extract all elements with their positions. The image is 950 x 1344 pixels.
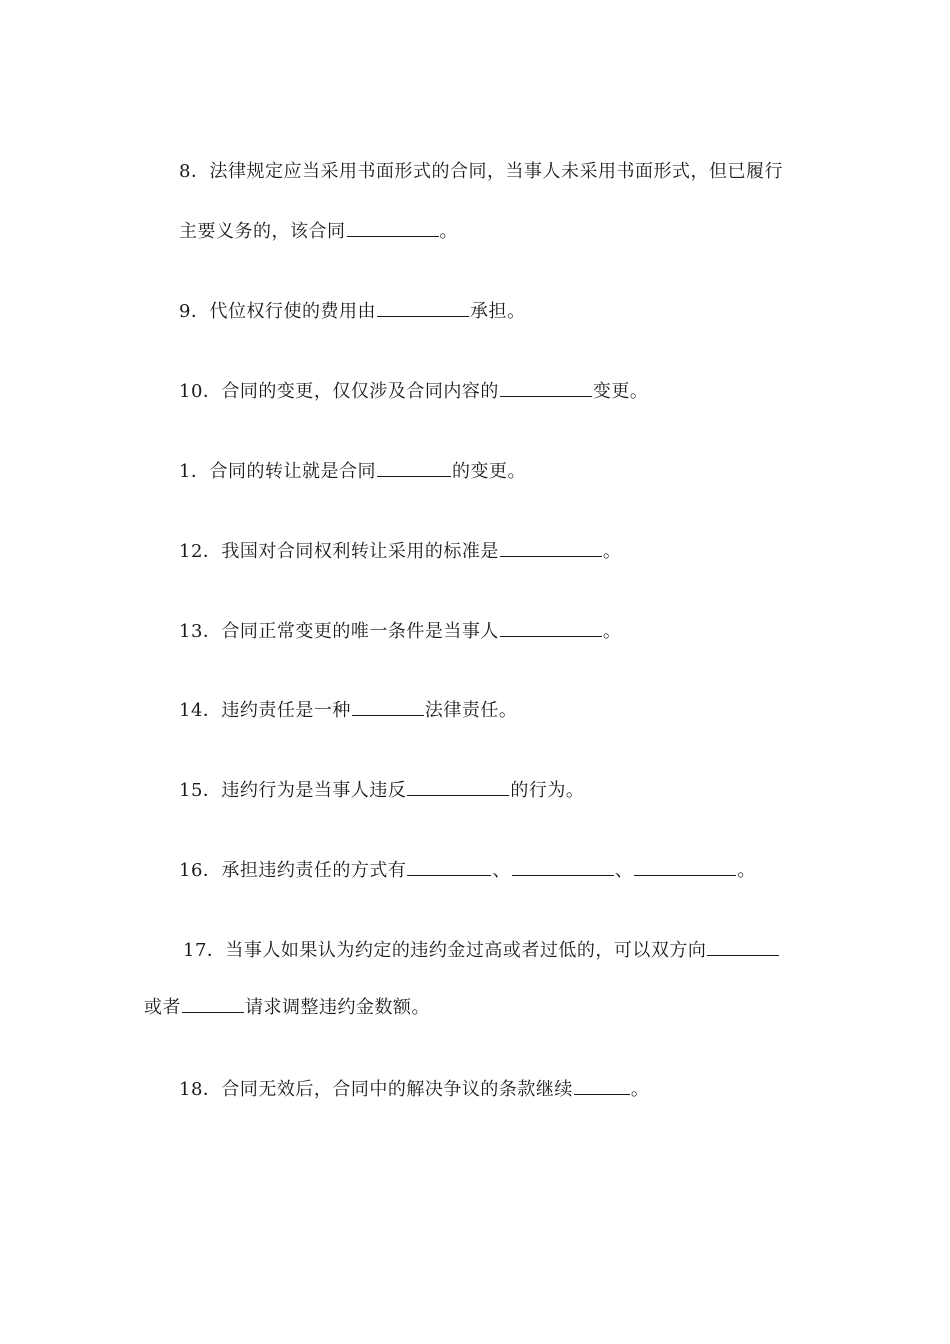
question-13-text: 13．合同正常变更的唯一条件是当事人	[179, 621, 499, 642]
question-18-text: 18．合同无效后，合同中的解决争议的条款继续	[179, 1079, 573, 1100]
question-9-end: 承担。	[469, 301, 526, 322]
question-11-blank[interactable]	[377, 458, 451, 477]
question-11-text: 1．合同的转让就是合同	[179, 461, 376, 482]
question-8-line-2	[179, 218, 458, 244]
question-17-blank-1[interactable]	[707, 937, 779, 956]
question-16-end: 。	[737, 860, 756, 881]
question-9-blank[interactable]	[377, 298, 469, 317]
question-16-blank-3[interactable]	[634, 857, 736, 876]
question-8-line-1	[179, 160, 783, 184]
question-13-blank[interactable]	[500, 618, 602, 637]
question-11	[179, 458, 526, 484]
question-12	[179, 538, 621, 564]
question-13	[179, 618, 621, 644]
question-16-blank-2[interactable]	[512, 857, 614, 876]
question-15-text: 15．违约行为是当事人违反	[179, 780, 407, 801]
question-17-line-1	[183, 937, 780, 963]
question-17-text-2: 或者	[144, 997, 181, 1018]
question-15-blank[interactable]	[407, 777, 509, 796]
question-12-end: 。	[602, 541, 622, 562]
question-10	[179, 378, 648, 404]
question-11-end: 的变更。	[451, 461, 526, 482]
question-10-blank[interactable]	[500, 378, 592, 397]
question-14-end: 法律责任。	[424, 700, 518, 721]
question-9-text: 9．代位权行使的费用由	[179, 301, 376, 322]
question-8-blank[interactable]	[347, 218, 439, 237]
question-16	[179, 857, 756, 883]
question-16-blank-1[interactable]	[407, 857, 491, 876]
question-15	[179, 777, 584, 803]
question-13-end: 。	[602, 621, 622, 642]
question-10-end: 变更。	[592, 381, 649, 402]
question-16-text: 16．承担违约责任的方式有	[179, 860, 407, 881]
question-12-blank[interactable]	[500, 538, 602, 557]
question-15-end: 的行为。	[510, 780, 585, 801]
question-12-text: 12．我国对合同权利转让采用的标准是	[179, 541, 499, 562]
question-18-blank[interactable]	[574, 1076, 630, 1095]
question-14	[179, 697, 517, 723]
question-17-blank-2[interactable]	[182, 994, 244, 1013]
question-14-text: 14．违约责任是一种	[179, 700, 351, 721]
question-17-text: 17．当事人如果认为约定的违约金过高或者过低的，可以双方向	[183, 940, 707, 961]
question-17-line-2	[144, 994, 430, 1020]
question-8-text-2: 主要义务的，该合同	[179, 221, 346, 242]
question-18	[179, 1076, 649, 1102]
question-9	[179, 298, 525, 324]
question-18-end: 。	[630, 1079, 650, 1100]
question-8-end: 。	[439, 221, 458, 242]
question-16-sep-1: 、	[492, 860, 511, 881]
question-17-end: 请求调整违约金数额。	[245, 997, 430, 1018]
question-10-text: 10．合同的变更，仅仅涉及合同内容的	[179, 381, 499, 402]
question-14-blank[interactable]	[352, 697, 424, 716]
question-16-sep-2: 、	[614, 860, 634, 881]
question-8-text: 8．法律规定应当采用书面形式的合同，当事人未采用书面形式，但已履行	[179, 161, 783, 182]
